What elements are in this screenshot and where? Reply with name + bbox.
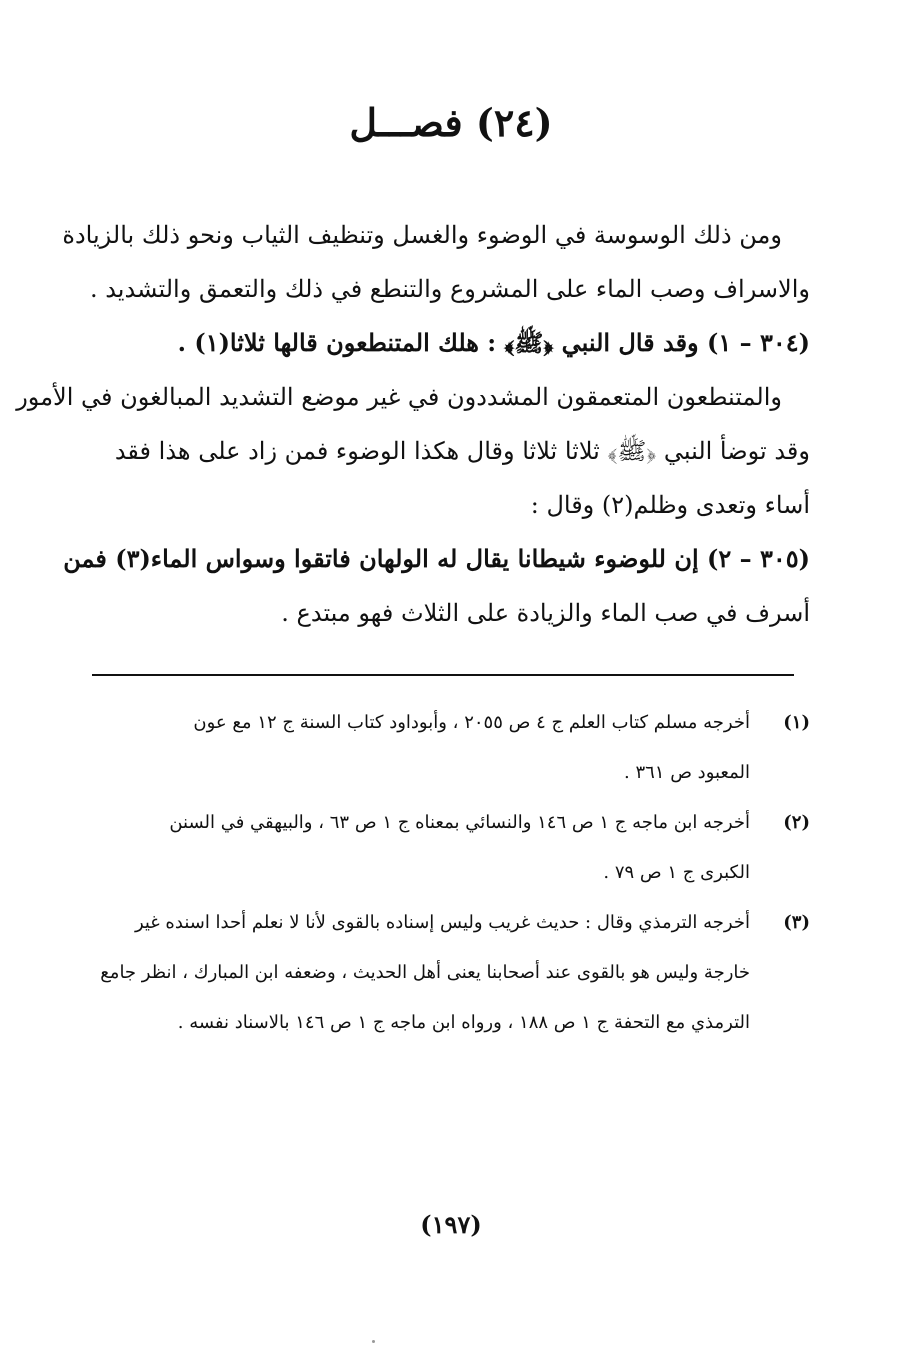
footnote-text	[90, 898, 750, 1048]
body-line-8: أسرف في صب الماء والزيادة على الثلاث فهو مبتدع .	[281, 599, 810, 627]
footnotes	[90, 698, 810, 1048]
footnote-text	[90, 798, 750, 898]
footnote-separator	[92, 674, 794, 676]
footnote-line: خارجة وليس هو بالقوى عند أصحابنا يعنى أهل الحديث ، وضعفه ابن المبارك ، انظر جامع	[100, 962, 750, 983]
body-line-4: والمتنطعون المتعمقون المشددون في غير موضع التشديد المبالغون في الأمور	[16, 383, 782, 411]
footnote-text	[90, 698, 750, 798]
main-text	[16, 208, 810, 640]
footnote-1	[90, 698, 810, 798]
footnote-line: أخرجه مسلم كتاب العلم ج ٤ ص ٢٠٥٥ ، وأبوداود كتاب السنة ج ١٢ مع عون	[193, 712, 750, 733]
footnote-line: المعبود ص ٣٦١ .	[624, 762, 750, 783]
body-line-6: أساء وتعدى وظلم(٢) وقال :	[530, 491, 810, 519]
hadith-304-line: (٣٠٤ – ١) وقد قال النبي ﴿ﷺ﴾ : هلك المتنطعون قالها ثلاثا(١) .	[177, 328, 810, 357]
body-line-5: وقد توضأ النبي ﴿ﷺ﴾ ثلاثا ثلاثا وقال هكذا الوضوء فمن زاد على هذا فقد	[114, 437, 810, 465]
footnote-number: (٣)	[783, 912, 810, 933]
footnote-line: أخرجه ابن ماجه ج ١ ص ١٤٦ والنسائي بمعناه ج ١ ص ٦٣ ، والبيهقي في السنن	[169, 812, 750, 833]
footnote-number: (٢)	[783, 812, 810, 833]
page-number: (١٩٧)	[420, 1210, 482, 1239]
footnote-number: (١)	[783, 712, 810, 733]
footnote-line: أخرجه الترمذي وقال : حديث غريب وليس إسناده بالقوى لأنا لا نعلم أحدا اسنده غير	[134, 912, 750, 933]
body-line-2: والاسراف وصب الماء على المشروع والتنطع في ذلك والتعمق والتشديد .	[89, 275, 810, 303]
section-heading: (٢٤) فصـــل	[349, 100, 553, 145]
hadith-305-line: (٣٠٥ – ٢) إن للوضوء شيطانا يقال له الولهان فاتقوا وسواس الماء(٣) فمن	[63, 544, 810, 573]
footnote-line: الترمذي مع التحفة ج ١ ص ١٨٨ ، ورواه ابن ماجه ج ١ ص ١٤٦ بالاسناد نفسه .	[177, 1012, 750, 1033]
paper-speck	[372, 1340, 375, 1343]
footnote-line: الكبرى ج ١ ص ٧٩ .	[603, 862, 750, 883]
body-line-1: ومن ذلك الوسوسة في الوضوء والغسل وتنظيف الثياب ونحو ذلك بالزيادة	[62, 221, 782, 249]
footnote-3	[90, 898, 810, 1048]
footnote-2	[90, 798, 810, 898]
